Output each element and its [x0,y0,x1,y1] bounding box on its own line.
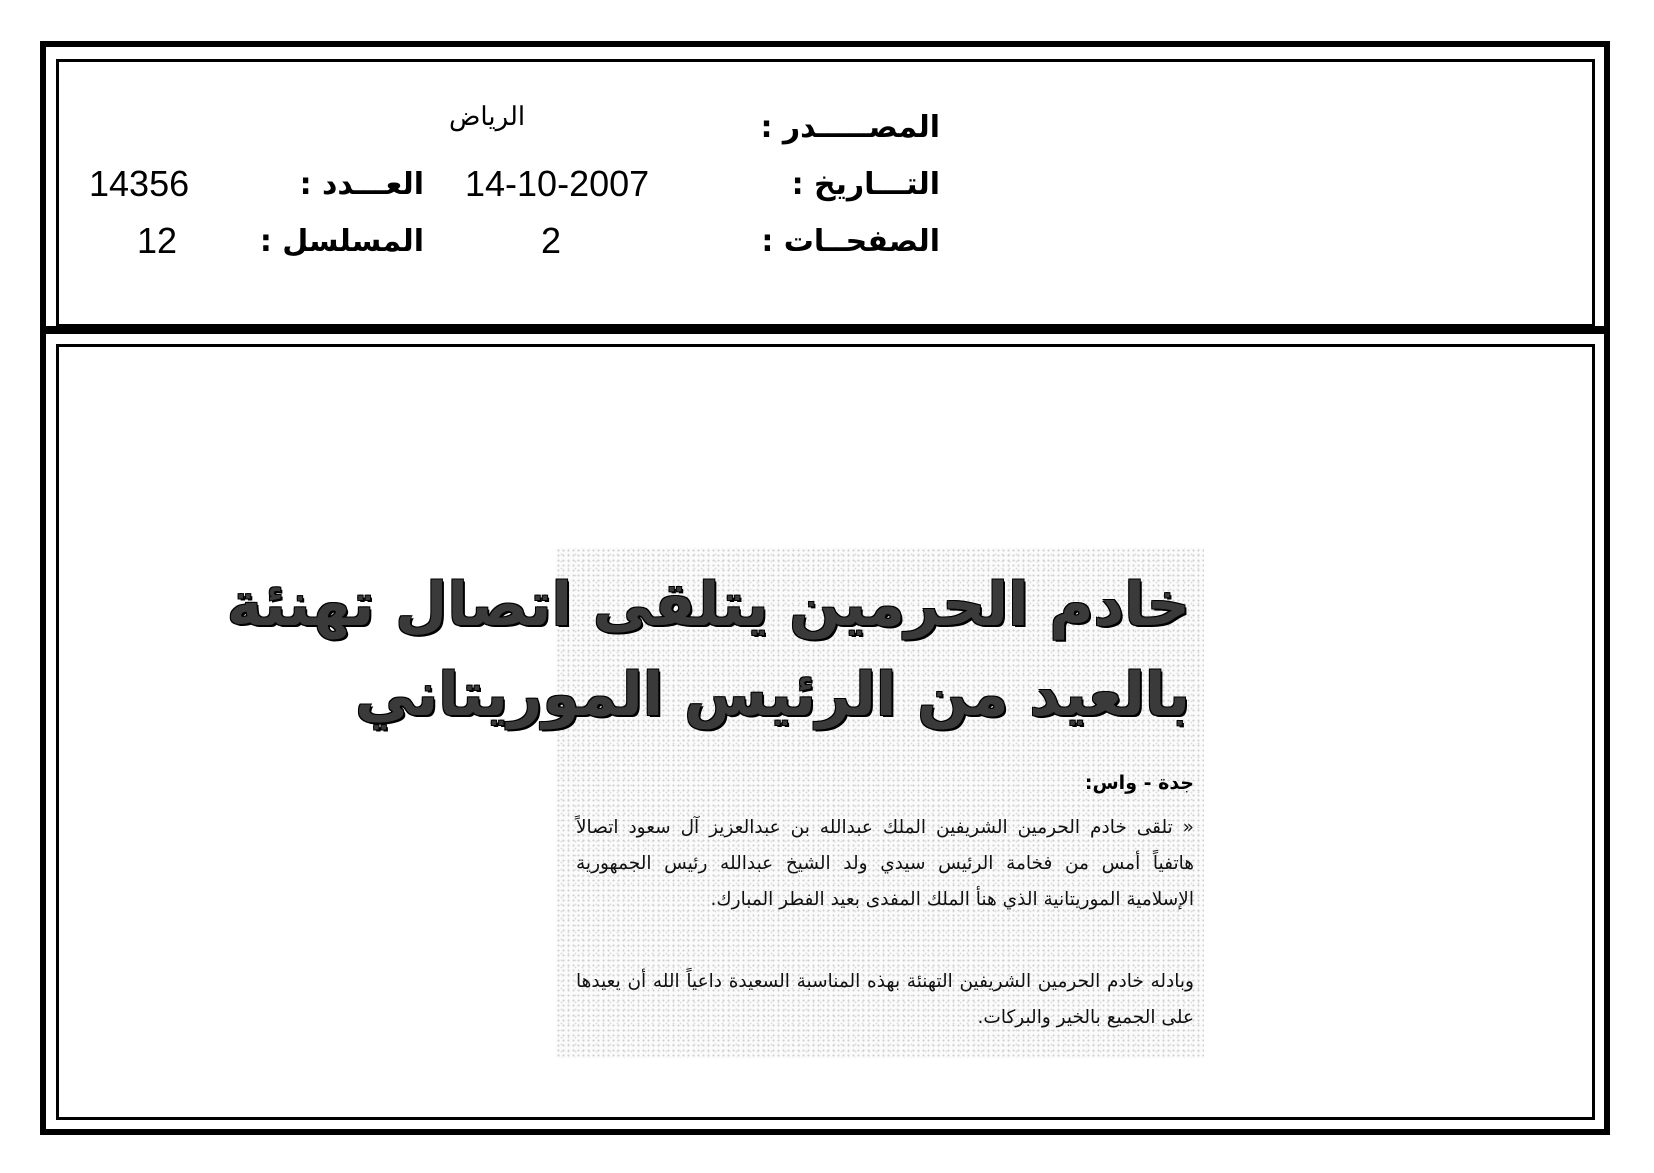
newspaper-clipping [226,548,1204,1058]
headline-line-2: بالعيد من الرئيس الموريتاني [355,660,1190,730]
section-divider [46,326,1604,334]
article-dateline: جدة - واس: [1084,772,1194,794]
article-paragraph-1: « تلقى خادم الحرمين الشريفين الملك عبدالله بن عبدالعزيز آل سعود اتصالاً هاتفياً أمس من فخامة الرئيس سيدي ولد الشيخ عبدالله رئيس الجمهورية الإسلامية الموريتانية الذي هنأ الملك المفدى بعيد الفطر المبارك. [576,817,1194,910]
article-paragraph-2: وبادله خادم الحرمين الشريفين التهنئة بهذه المناسبة السعيدة داعياً الله أن يعيدها على الجميع بالخير والبركات. [576,971,1194,1028]
source-label: المصـــــدر : [760,110,940,145]
header-box [56,59,1595,327]
serial-value: 12 [137,220,178,261]
serial-label: المسلسل : [259,224,424,259]
issue-value: 14356 [89,163,190,204]
issue-label: العـــدد : [299,167,424,202]
pages-value: 2 [541,220,562,261]
headline-line-1: خادم الحرمين يتلقى اتصال تهنئة [226,570,1190,640]
date-label: التـــاريخ : [791,167,940,202]
source-value: الرياض [449,102,526,132]
date-value: 14-10-2007 [465,163,650,204]
pages-label: الصفحــات : [761,224,940,259]
